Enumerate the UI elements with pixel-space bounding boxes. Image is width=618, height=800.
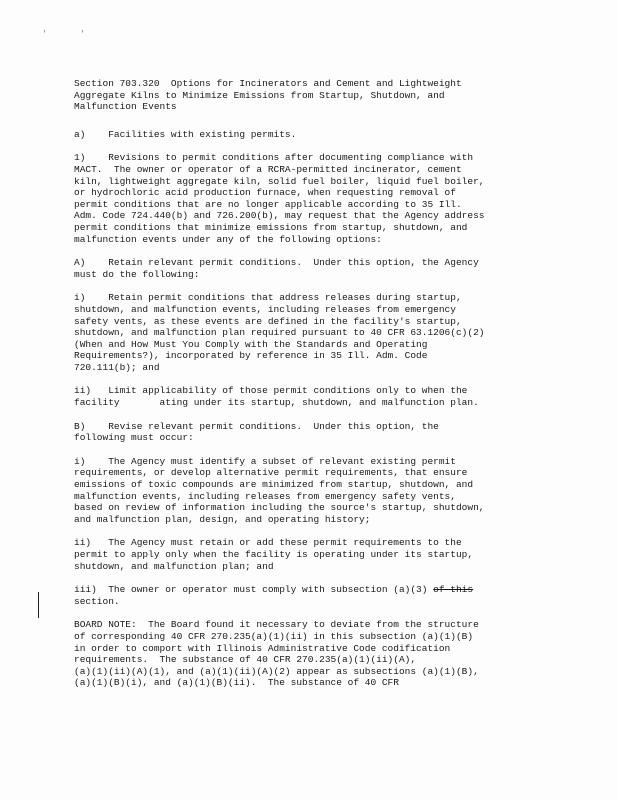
- paragraph-B: B) Revise relevant permit conditions. Under this option, the following must occur:: [74, 420, 439, 444]
- revision-bar: [38, 592, 39, 618]
- paragraph-B-iii-text: iii) The owner or operator must comply with subsection (a)(3): [74, 584, 434, 596]
- section-title: Section 703.320 Options for Incinerators and Cement and Lightweight Aggregate Kilns to Minimize Emissions from Startup, Shutdown, and Malfunction Events: [74, 78, 462, 113]
- paragraph-B-ii: ii) The Agency must retain or add these permit requirements to the permit to apply only when the facility is operating under its startup, shutdown, and malfunction plan; and: [74, 537, 474, 572]
- scan-mark: ': [80, 30, 85, 39]
- paragraph-B-iii: [74, 584, 594, 607]
- paragraph-B-iii-end: section.: [74, 595, 120, 607]
- paragraph-1: 1) Revisions to permit conditions after documenting compliance with MACT. The owner or operator of a RCRA-permitted incinerator, cement kiln, lightweight aggregate kiln, solid fuel boiler, liquid fuel boiler, or hydrochloric acid production furnace, when requesting removal of permit conditions that are no longer applicable according to 35 Ill. Adm. Code 724.440(b) and 726.200(b), may request that the Agency address permit conditions that minimize emissions from startup, shutdown, and malfunction events under any of the following options:: [74, 152, 485, 245]
- paragraph-A: A) Retain relevant permit conditions. Under this option, the Agency must do the following:: [74, 257, 479, 280]
- board-note: BOARD NOTE: The Board found it necessary to deviate from the structure of corresponding 40 CFR 270.235(a)(1)(ii) in this subsection (a)(1)(B) in order to comport with Illinois Administrative Code codification requirements. The substance of 40 CFR 270.235(a)(1)(ii)(A), (a)(1)(ii)(A)(1), and (a)(1)(ii)(A)(2) appear as subsections (a)(1)(B), (a)(1)(B)(i), and (a)(1)(B)(ii). The substance of 40 CFR: [74, 619, 479, 689]
- subsection-a: a) Facilities with existing permits.: [74, 128, 297, 140]
- struck-text: of this: [433, 584, 474, 596]
- paragraph-A-ii: ii) Limit applicability of those permit conditions only to when the facility ating under its startup, shutdown, and malfunction plan.: [74, 385, 479, 409]
- paragraph-B-i: i) The Agency must identify a subset of relevant existing permit requirements, or develop alternative permit requirements, that ensure emissions of toxic compounds are minimized from startup, shutdown, and malfunction events, including releases from emergency safety vents, based on review of information including the source's startup, shutdown, and malfunction plan, design, and operating history;: [74, 455, 485, 525]
- document-body: [74, 78, 594, 689]
- paragraph-A-i: i) Retain permit conditions that address releases during startup, shutdown, and malfunction events, including releases from emergency safety vents, as these events are defined in the facility's startup, shutdown, and malfunction plan required pursuant to 40 CFR 63.1206(c)(2) (When and How Must You Comply with the Standards and Operating Requirements?), incorporated by reference in 35 Ill. Adm. Code 720.111(b); and: [74, 292, 485, 373]
- scan-mark: ': [42, 30, 47, 39]
